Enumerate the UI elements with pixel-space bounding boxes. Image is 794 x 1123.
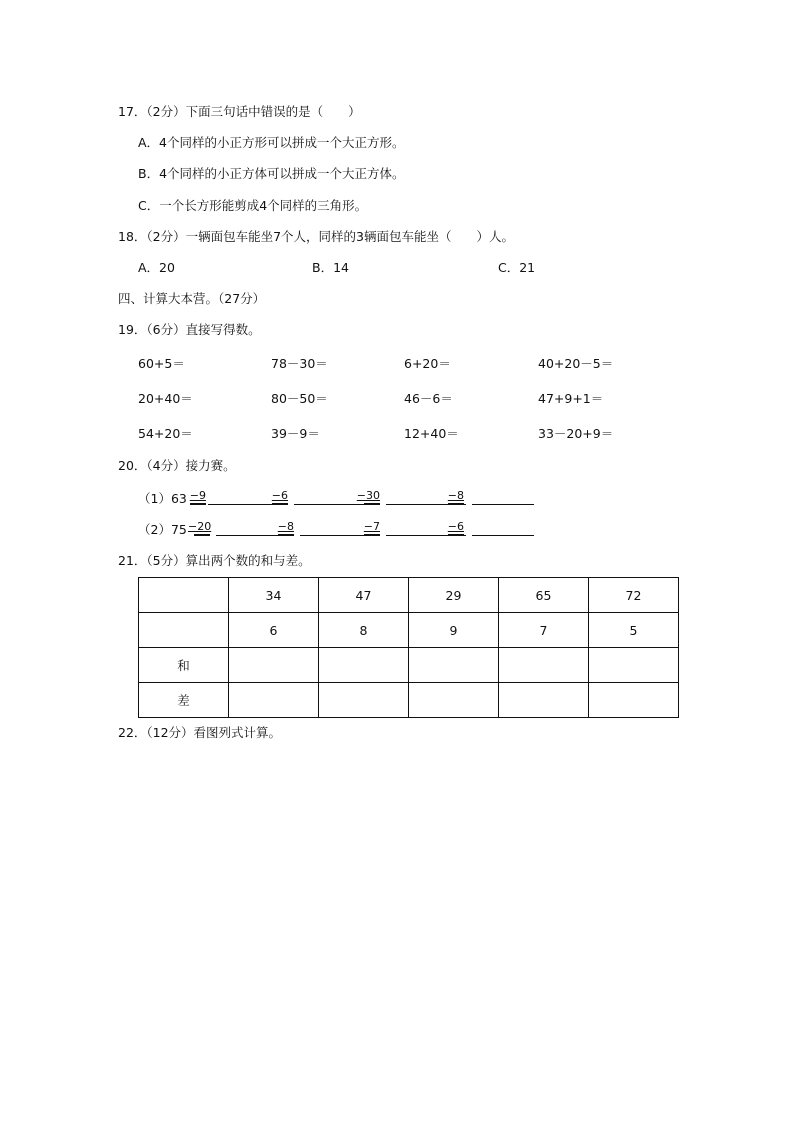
table-row [139, 613, 679, 648]
section-heading: 四、计算大本营。（27分） [118, 291, 266, 306]
oral-calc-item: 54+20＝ [138, 426, 193, 441]
table-cell: 65 [499, 578, 589, 613]
sum-difference-table [138, 577, 679, 718]
relay-op: −8 [274, 520, 294, 533]
oral-calc-item: 80－50＝ [271, 391, 328, 406]
relay-op: −7 [360, 520, 380, 533]
q17-option-a: A．4个同样的小正方形可以拼成一个大正方形。 [138, 135, 405, 150]
relay-op: −9 [189, 489, 206, 502]
q18-option-b: B．14 [312, 260, 349, 275]
oral-calc-item: 12+40＝ [404, 426, 459, 441]
table-row [139, 648, 679, 683]
table-cell: 7 [499, 613, 589, 648]
table-cell: 差 [139, 683, 229, 718]
q20-stem: 20．（4分）接力赛。 [118, 458, 236, 473]
oral-calc-item: 33－20+9＝ [538, 426, 614, 441]
table-cell: 34 [229, 578, 319, 613]
table-cell: 8 [319, 613, 409, 648]
table-cell: 72 [589, 578, 679, 613]
table-cell[interactable] [499, 648, 589, 683]
table-cell[interactable] [589, 683, 679, 718]
relay-op: −20 [188, 520, 212, 533]
oral-calc-item: 39－9＝ [271, 426, 320, 441]
oral-calc-item: 6+20＝ [404, 356, 451, 371]
q19-stem: 19．（6分）直接写得数。 [118, 322, 261, 337]
q17-option-b: B．4个同样的小正方体可以拼成一个大正方体。 [138, 166, 405, 181]
table-cell: 5 [589, 613, 679, 648]
table-row [139, 683, 679, 718]
relay-op: −30 [354, 489, 380, 502]
relay-op: −8 [444, 489, 464, 502]
table-cell[interactable] [229, 683, 319, 718]
table-cell: 29 [409, 578, 499, 613]
table-cell[interactable] [499, 683, 589, 718]
oral-calc-item: 60+5＝ [138, 356, 185, 371]
q17-option-c: C．一个长方形能剪成4个同样的三角形。 [138, 198, 368, 213]
answer-blank[interactable] [472, 535, 534, 536]
q18-option-c: C．21 [498, 260, 536, 275]
oral-calc-item: 40+20－5＝ [538, 356, 614, 371]
answer-blank[interactable] [472, 504, 534, 505]
relay-start: （2）75 [138, 522, 187, 537]
relay-op: −6 [444, 520, 464, 533]
relay-op: −6 [268, 489, 288, 502]
table-cell[interactable] [409, 683, 499, 718]
table-cell: 6 [229, 613, 319, 648]
relay-start: （1）63 [138, 491, 187, 506]
table-cell: 和 [139, 648, 229, 683]
table-cell [139, 613, 229, 648]
q21-stem: 21．（5分）算出两个数的和与差。 [118, 553, 311, 568]
table-cell[interactable] [229, 648, 319, 683]
table-cell[interactable] [409, 648, 499, 683]
table-cell[interactable] [589, 648, 679, 683]
oral-calc-item: 47+9+1＝ [538, 391, 604, 406]
oral-calc-item: 20+40＝ [138, 391, 193, 406]
oral-calc-item: 46－6＝ [404, 391, 453, 406]
q22-stem: 22．（12分）看图列式计算。 [118, 725, 282, 740]
table-cell[interactable] [319, 648, 409, 683]
q18-stem: 18．（2分）一辆面包车能坐7个人，同样的3辆面包车能坐（ ）人。 [118, 229, 515, 244]
table-row [139, 578, 679, 613]
q18-option-a: A．20 [138, 260, 175, 275]
table-cell: 47 [319, 578, 409, 613]
table-cell [139, 578, 229, 613]
oral-calc-item: 78－30＝ [271, 356, 328, 371]
q17-stem: 17．（2分）下面三句话中错误的是（ ） [118, 104, 361, 119]
table-cell: 9 [409, 613, 499, 648]
table-cell[interactable] [319, 683, 409, 718]
